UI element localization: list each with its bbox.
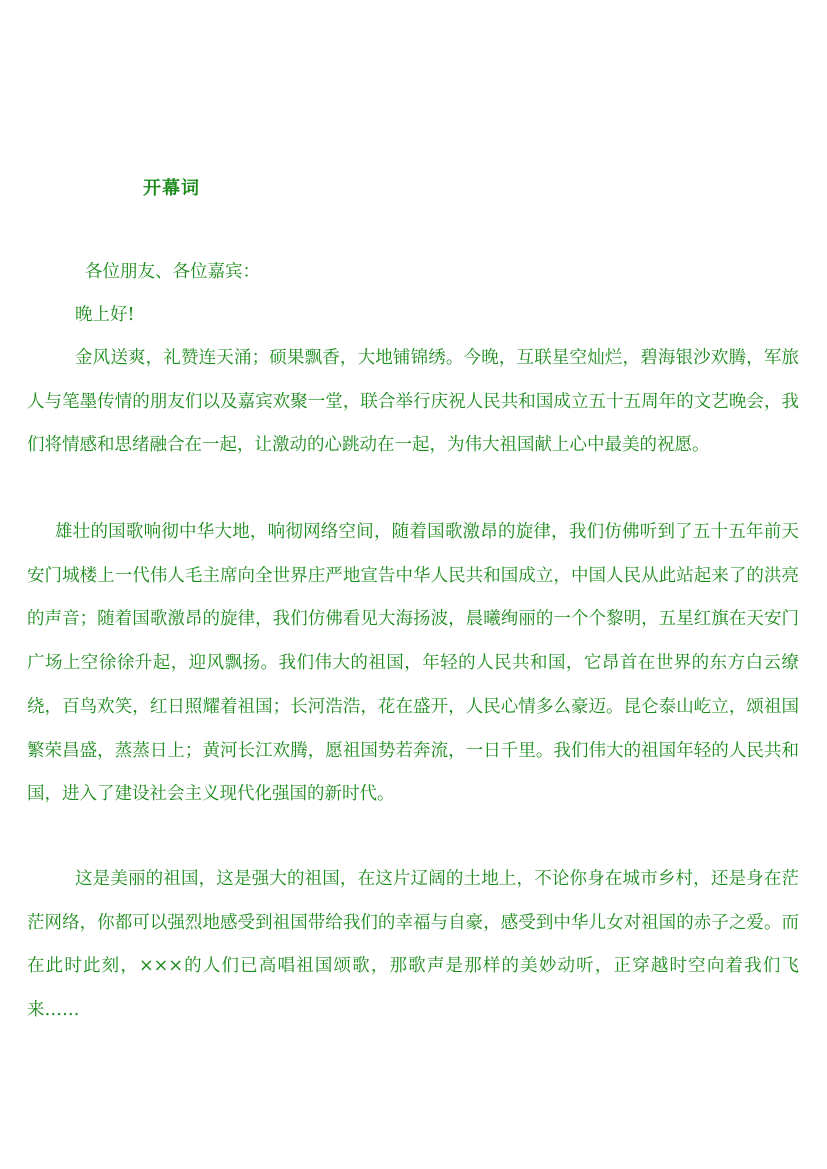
greeting: 晚上好!	[75, 305, 135, 325]
paragraph-3: 这是美丽的祖国，这是强大的祖国，在这片辽阔的土地上，不论你身在城市乡村，还是身在茫茫网络，你都可以强烈地感受到祖国带给我们的幸福与自豪，感受到中华儿女对祖国的赤子之爱。而在此时此刻，×××的人们已高唱祖国颂歌，那歌声是那样的美妙动听，正穿越时空向着我们飞来……	[27, 869, 799, 1021]
document-title: 开幕词	[143, 178, 200, 199]
paragraph-2: 雄壮的国歌响彻中华大地，响彻网络空间，随着国歌激昂的旋律，我们仿佛听到了五十五年前天安门城楼上一代伟人毛主席向全世界庄严地宣告中华人民共和国成立，中国人民从此站起来了的洪亮的声音；随着国歌激昂的旋律，我们仿佛看见大海扬波，晨曦绚丽的一个个黎明，五星红旗在天安门广场上空徐徐升起，迎风飘扬。我们伟大的祖国，年轻的人民共和国，它昂首在世界的东方白云缭绕，百鸟欢笑，红日照耀着祖国；长河浩浩，花在盛开，人民心情多么豪迈。昆仑泰山屹立，颂祖国繁荣昌盛，蒸蒸日上；黄河长江欢腾，愿祖国势若奔流，一日千里。我们伟大的祖国年轻的人民共和国，进入了建设社会主义现代化强国的新时代。	[27, 522, 799, 805]
salutation: 各位朋友、各位嘉宾：	[85, 262, 260, 282]
paragraph-1: 金风送爽，礼赞连天涌；硕果飘香，大地铺锦绣。今晚，互联星空灿烂，碧海银沙欢腾，军旅人与笔墨传情的朋友们以及嘉宾欢聚一堂，联合举行庆祝人民共和国成立五十五周年的文艺晚会，我们将情感和思绪融合在一起，让激动的心跳动在一起，为伟大祖国献上心中最美的祝愿。	[27, 348, 799, 456]
